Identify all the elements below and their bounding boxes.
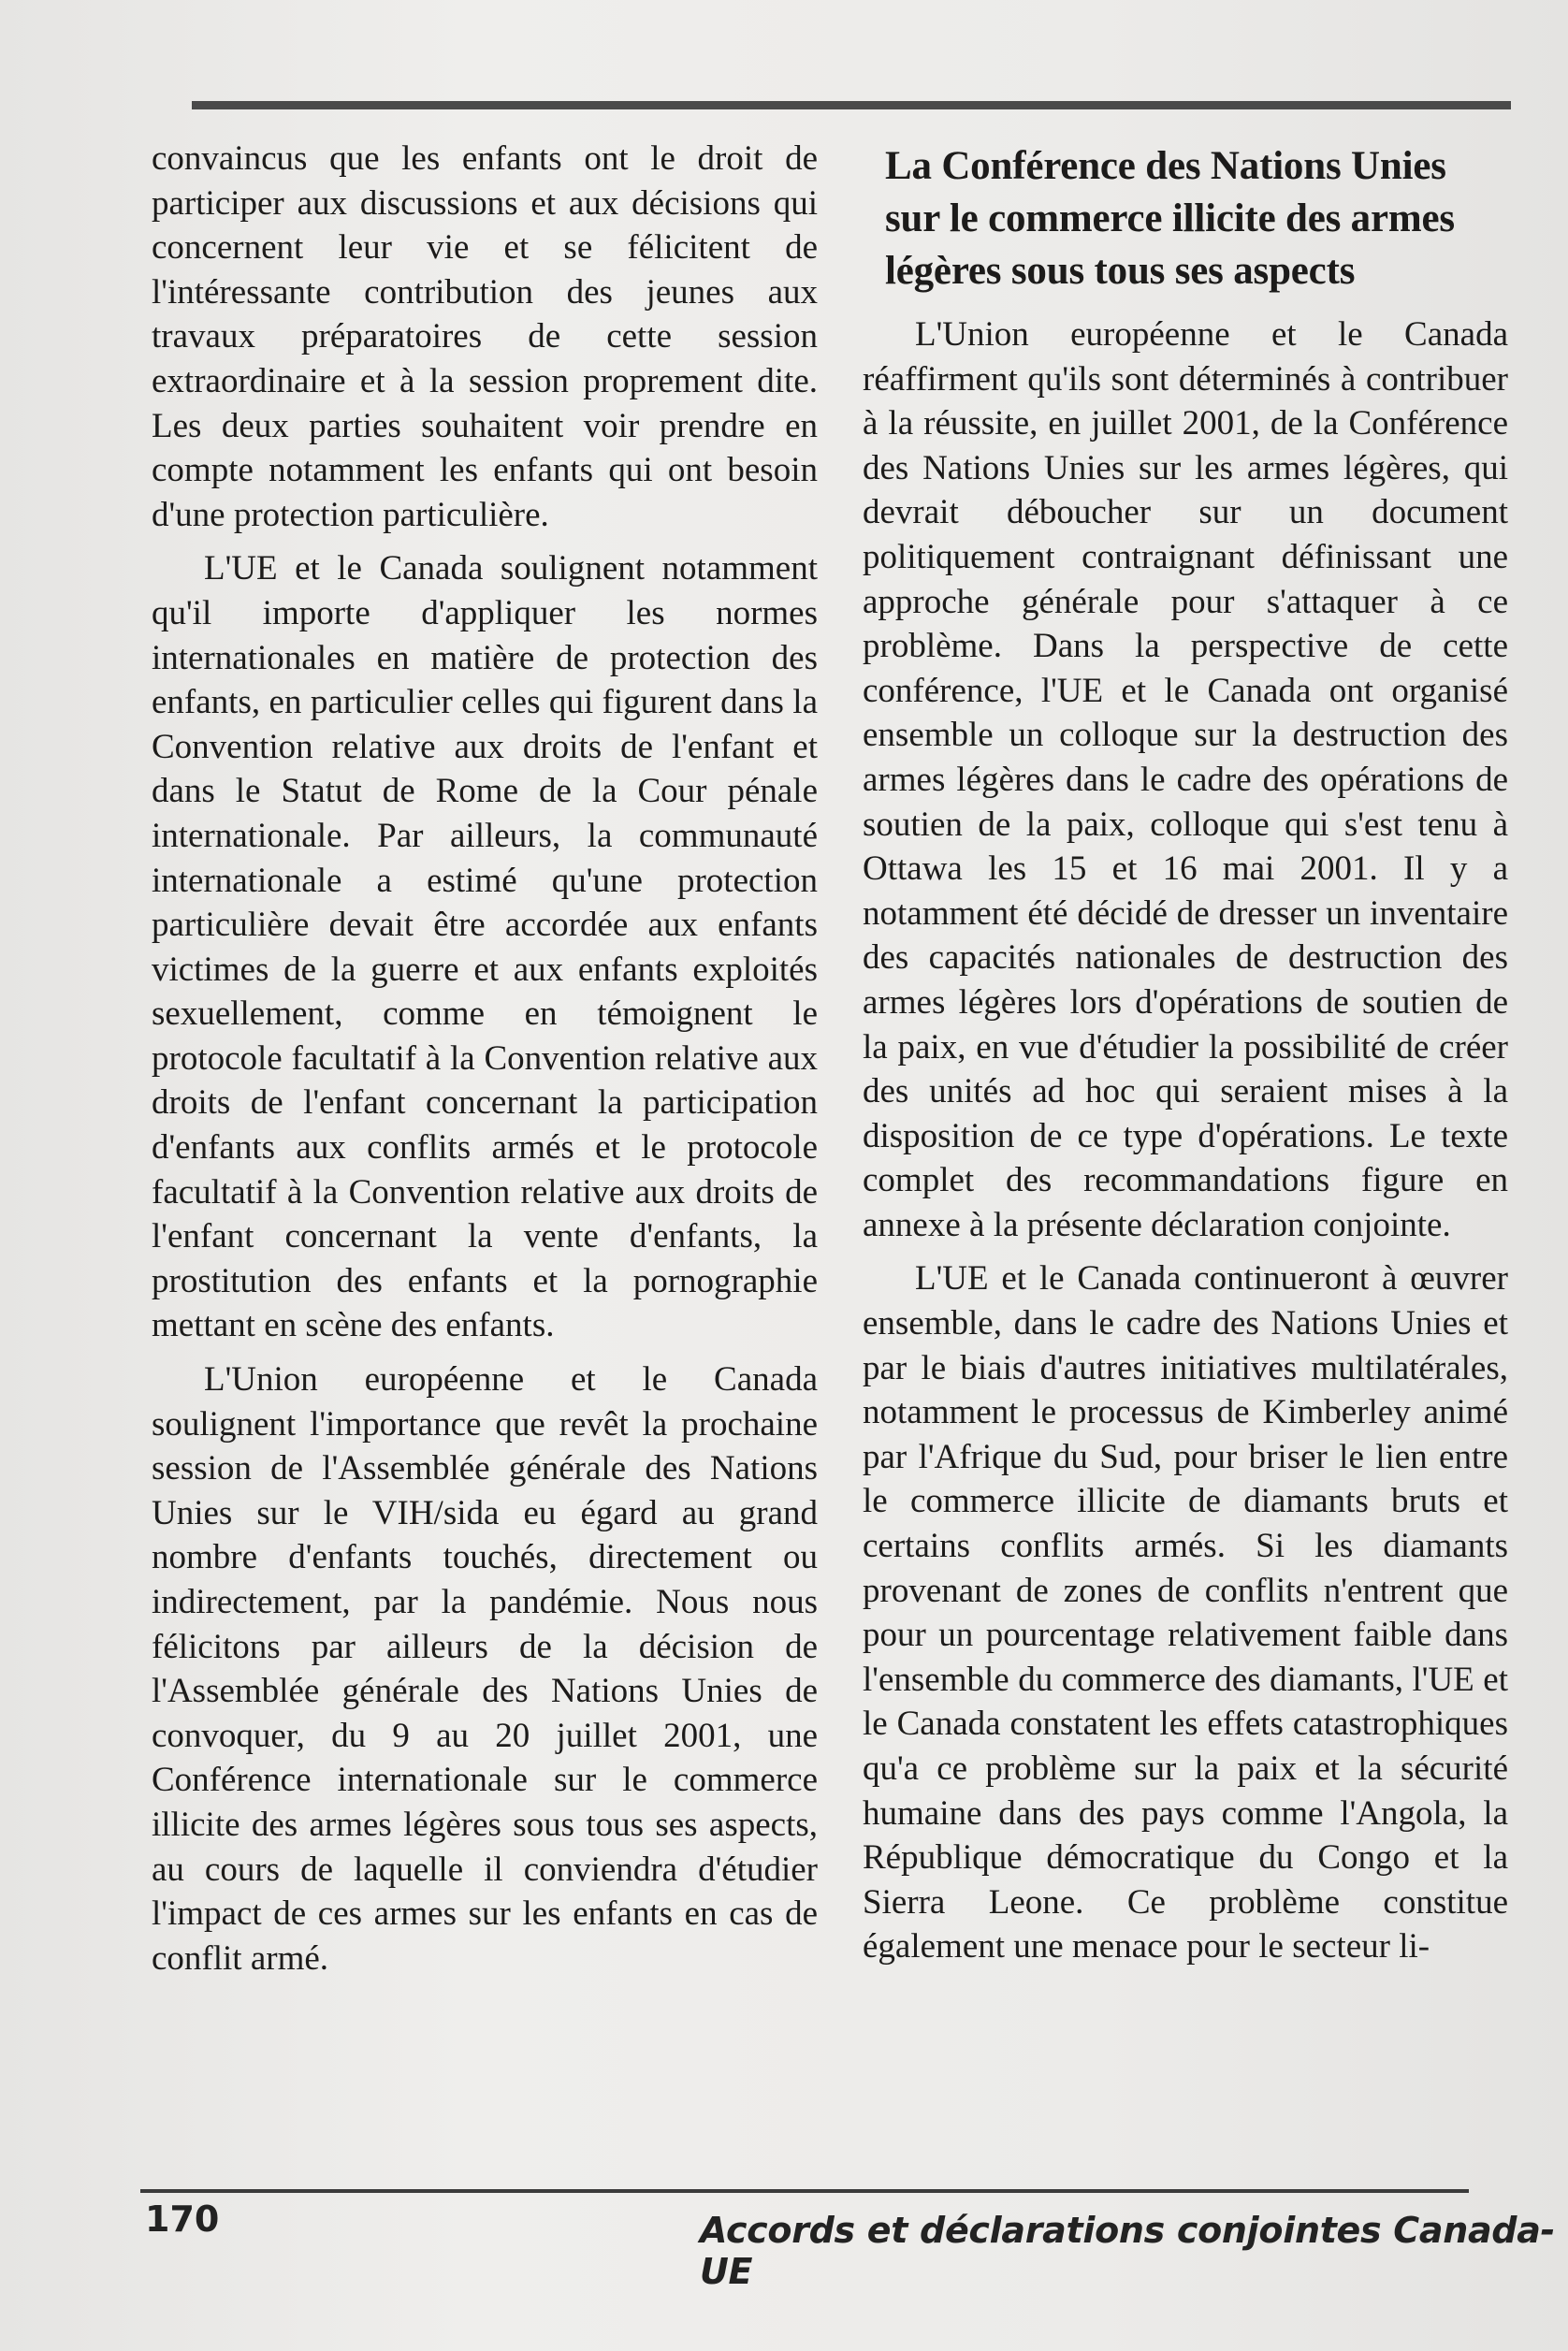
left-paragraph-1: convaincus que les enfants ont le droit de participer aux discussions et aux décisions qui concernent leur vie et se félicitent de l'intéressante contribution des jeunes aux travaux préparatoires de cette session extraordinaire et à la session proprement dite. Les deux parties souhaitent voir prendre en compte notamment les enfants qui ont besoin d'une protection particulière. [152,139,818,534]
right-paragraph-2: L'UE et le Canada continueront à œuvrer ensemble, dans le cadre des Nations Unies et par le biais d'autres initiatives multilatérales, notamment le processus de Kimberley animé par l'Afrique du Sud, pour briser le lien entre le commerce illicite de diamants bruts et certains conflits armés. Si les diamants provenant de zones de conflits n'entrent que pour un pourcentage relativement faible dans l'ensemble du commerce des diamants, l'UE et le Canada constatent les effets catastrophiques qu'a ce problème sur la paix et la sécurité humaine dans des pays comme l'Angola, la République démocratique du Congo et la Sierra Leone. Ce problème constitue également une menace pour le secteur li- [863,1259,1508,1966]
left-paragraph-3: L'Union européenne et le Canada soulignent l'importance que revêt la prochaine session de l'Assemblée générale des Nations Unies sur le VIH/sida eu égard au grand nombre d'enfants touchés, directement ou indirectement, par la pandémie. Nous nous félicitons par ailleurs de la décision de l'Assemblée générale des Nations Unies de convoquer, du 9 au 20 juillet 2001, une Conférence internationale sur le commerce illicite des armes légères sous tous ses aspects, au cours de laquelle il conviendra d'étudier l'impact de ces armes sur les enfants en cas de conflit armé. [152,1360,818,1978]
left-column [152,137,818,1990]
page-number: 170 [145,2199,220,2240]
section-heading: La Conférence des Nations Unies sur le commerce illicite des armes légères sous tous ses aspects [885,144,1455,293]
bottom-rule [140,2189,1469,2193]
top-rule [192,101,1511,109]
left-paragraph-2: L'UE et le Canada soulignent notamment qu'il importe d'appliquer les normes internationales en matière de protection des enfants, en particulier celles qui figurent dans la Convention relative aux droits de l'enfant et dans le Statut de Rome de la Cour pénale internationale. Par ailleurs, la communauté internationale a estimé qu'une protection particulière devait être accordée aux enfants victimes de la guerre et aux enfants exploités sexuellement, comme en témoignent le protocole facultatif à la Convention relative aux droits de l'enfant concernant la participation d'enfants aux conflits armés et le protocole facultatif à la Convention relative aux droits de l'enfant concernant la vente d'enfants, la prostitution des enfants et la pornographie mettant en scène des enfants. [152,549,818,1345]
running-footer-title: Accords et déclarations conjointes Canada-UE [700,2210,1556,2292]
right-column [863,137,1508,1979]
right-paragraph-1: L'Union européenne et le Canada réaffirment qu'ils sont déterminés à contribuer à la réussite, en juillet 2001, de la Conférence des Nations Unies sur les armes légères, qui devrait déboucher sur un document politiquement contraignant définissant une approche générale pour s'attaquer à ce problème. Dans la perspective de cette conférence, l'UE et le Canada ont organisé ensemble un colloque sur la destruction des armes légères dans le cadre des opérations de soutien de la paix, colloque qui s'est tenu à Ottawa les 15 et 16 mai 2001. Il y a notamment été décidé de dresser un inventaire des capacités nationales de destruction des armes légères lors d'opérations de soutien de la paix, en vue d'étudier la possibilité de créer des unités ad hoc qui seraient mises à la disposition de ce type d'opérations. Le texte complet des recommandations figure en annexe à la présente déclaration conjointe. [863,315,1508,1244]
